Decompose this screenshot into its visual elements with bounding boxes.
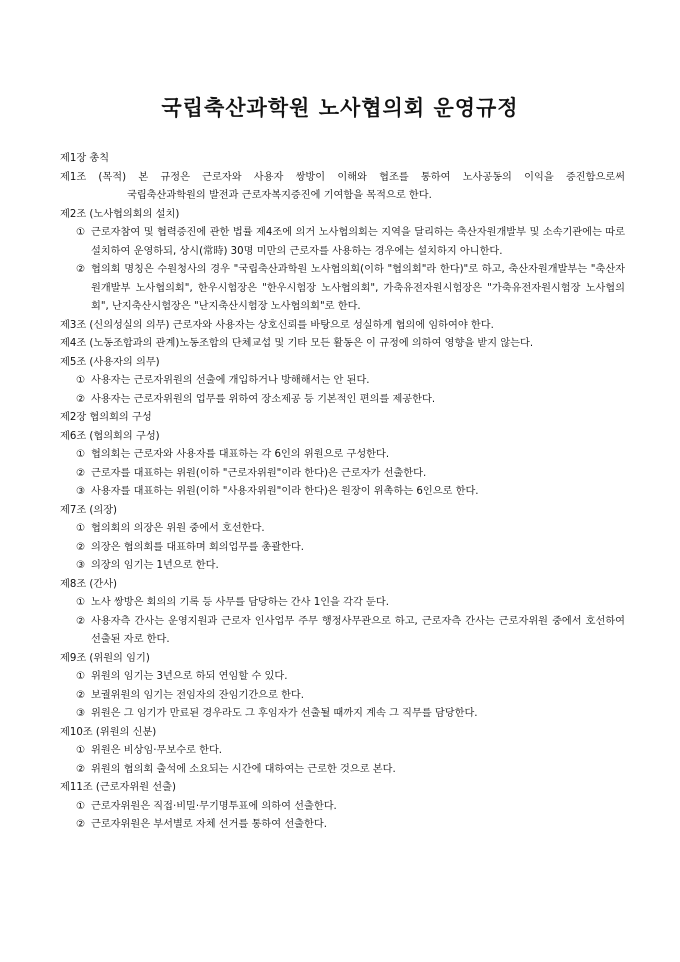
article-7-item-2: ② 의장은 협의회를 대표하며 회의업무를 총괄한다. bbox=[76, 541, 305, 553]
article-9-heading: 제9조 (위원의 임기) bbox=[60, 652, 150, 664]
article-9-item-2: ② 보궐위원의 임기는 전임자의 잔임기간으로 한다. bbox=[76, 689, 305, 701]
article-9-item-3: ③ 위원은 그 임기가 만료된 경우라도 그 후임자가 선출될 때까지 계속 그 직무를 담당한다. bbox=[76, 708, 478, 719]
article-7-item-1: ① 협의회의 의장은 위원 중에서 호선한다. bbox=[76, 523, 265, 534]
article-8-item-1: ① 노사 쌍방은 회의의 기록 등 사무를 담당하는 간사 1인을 각각 둔다. bbox=[76, 597, 389, 608]
article-2-heading: 제2조 (노사협의회의 설치) bbox=[60, 208, 180, 220]
article-11-item-1: ① 근로자위원은 직접·비밀·무기명투표에 의하여 선출한다. bbox=[76, 800, 337, 812]
article-7-heading: 제7조 (의장) bbox=[60, 504, 118, 516]
article-8-item-2: ② 사용자측 간사는 운영지원과 근로자 인사업무 주무 행정사무관으로 하고, 근로자측 간사는 근로자위원 중에서 호선하여 선출된 자로 한다. bbox=[76, 615, 625, 645]
article-4: 제4조 (노동조합과의 관계) 노동조합의 단체교섭 및 기타 모든 활동은 이 규정에 의하여 영향을 받지 않는다. bbox=[60, 338, 534, 349]
chapter-1-heading: 제1장 총칙 bbox=[60, 153, 110, 164]
article-1-continuation: 국립축산과학원의 발전과 근로자복지증진에 기여함을 목적으로 한다. bbox=[127, 190, 432, 201]
article-5-item-1: ① 사용자는 근로자위원의 선출에 개입하거나 방해해서는 안 된다. bbox=[76, 375, 370, 386]
article-7-item-3: ③ 의장의 임기는 1년으로 한다. bbox=[76, 560, 219, 571]
article-10-item-1: ① 위원은 비상임·무보수로 한다. bbox=[76, 745, 223, 756]
article-1-text: 본 규정은 근로자와 사용자 쌍방이 이해와 협조를 통하여 노사공동의 이익을 증진함으로써 bbox=[138, 171, 625, 183]
article-1 bbox=[60, 169, 625, 188]
article-10-item-2: ② 위원의 협의회 출석에 소요되는 시간에 대하여는 근로한 것으로 본다. bbox=[76, 763, 396, 775]
article-6-item-3: ③ 사용자를 대표하는 위원(이하 "사용자위원"이라 한다)은 원장이 위촉하는 6인으로 한다. bbox=[76, 486, 479, 497]
article-11-heading: 제11조 (근로자위원 선출) bbox=[60, 782, 176, 793]
chapter-2-heading: 제2장 협의회의 구성 bbox=[60, 412, 152, 423]
article-10-heading: 제10조 (위원의 신분) bbox=[60, 726, 157, 738]
article-6-item-1: ① 협의회는 근로자와 사용자를 대표하는 각 6인의 위원으로 구성한다. bbox=[76, 449, 390, 460]
article-6-item-2: ② 근로자를 대표하는 위원(이하 "근로자위원"이라 한다)은 근로자가 선출한다. bbox=[76, 467, 427, 479]
article-2-item-1: ① 근로자참여 및 협력증진에 관한 법률 제4조에 의거 노사협의회는 지역을 달리하는 축산자원개발부 및 소속기관에는 따로 설치하여 운영하되, 상시(常時) 30명 미만의 근로자를 사용하는 경우에는 설치하지 아니한다. bbox=[76, 227, 625, 257]
article-11-item-2: ② 근로자위원은 부서별로 자체 선거를 통하여 선출한다. bbox=[76, 819, 327, 830]
article-3: 제3조 (신의성실의 의무) 근로자와 사용자는 상호신뢰를 바탕으로 성실하게 협의에 임하여야 한다. bbox=[60, 319, 494, 331]
article-1-label: 제1조 (목적) bbox=[60, 171, 139, 183]
article-5-heading: 제5조 (사용자의 의무) bbox=[60, 356, 160, 368]
article-2-item-2: ② 협의회 명칭은 수원청사의 경우 "국립축산과학원 노사협의회(이하 "협의회"라 한다)"로 하고, 축산자원개발부는 "축산자원개발부 노사협의회", 한우시험장은 "한우시험장 노사협의회", 가축유전자원시험장은 "가축유전자원시험장 노사협의회", 난지축산시험장은 "난지축산시험장 노사협의회"로 한다. bbox=[76, 264, 625, 312]
document-body bbox=[60, 150, 625, 835]
article-9-item-1: ① 위원의 임기는 3년으로 하되 연임할 수 있다. bbox=[76, 671, 288, 682]
article-8-heading: 제8조 (간사) bbox=[60, 578, 118, 590]
document-title: 국립축산과학원 노사협의회 운영규정 bbox=[161, 96, 519, 120]
article-5-item-2: ② 사용자는 근로자위원의 업무를 위하여 장소제공 등 기본적인 편의를 제공한다. bbox=[76, 393, 436, 405]
article-6-heading: 제6조 (협의회의 구성) bbox=[60, 430, 160, 442]
